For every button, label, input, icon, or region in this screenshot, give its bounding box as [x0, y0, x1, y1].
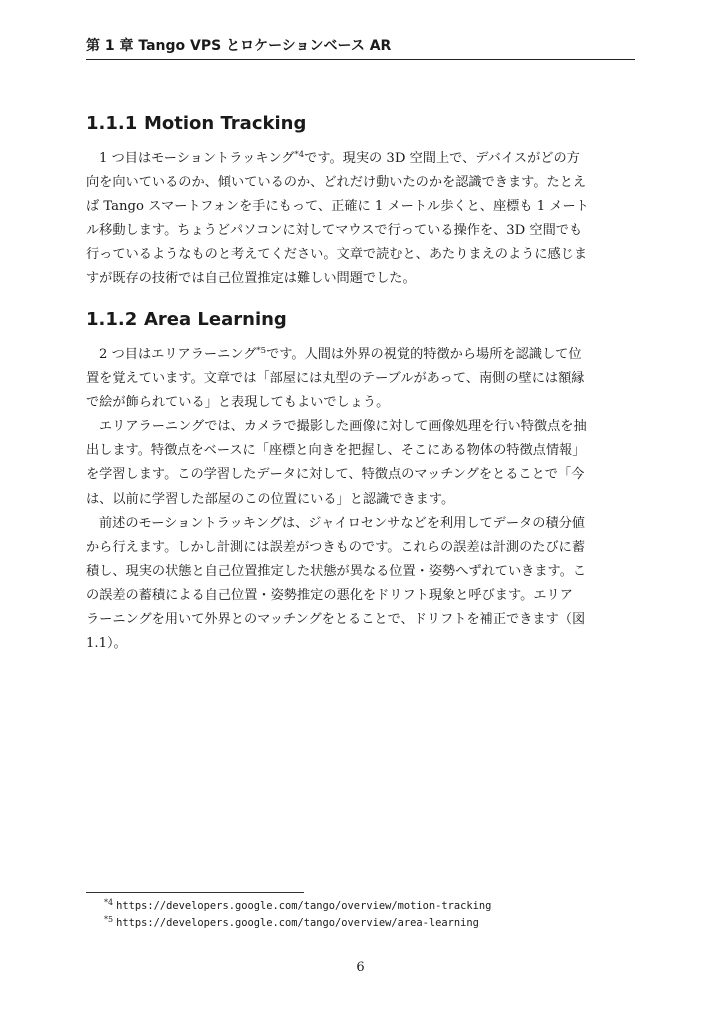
section-number: 1.1.1 — [86, 113, 138, 134]
paragraph — [86, 512, 640, 657]
text-run: です。人間は外界の視覚的特徴から場所を認識して位 — [266, 347, 582, 362]
text-line: 向を向いているのか、傾いているのか、どれだけ動いたのかを認識できます。たとえ — [86, 175, 587, 191]
footnote-ref-4[interactable]: *4 — [294, 150, 305, 160]
section-number: 1.1.2 — [86, 309, 138, 330]
footnote-link[interactable]: https://developers.google.com/tango/overview/area-learning — [116, 917, 479, 929]
text-line: 出します。特徴点をベースに「座標と向きを把握し、そこにある物体の特徴点情報」 — [86, 443, 586, 459]
text-line: ラーニングを用いて外界とのマッチングをとることで、ドリフトを補正できます（図 — [86, 612, 586, 628]
text-line — [86, 147, 640, 171]
footnotes — [104, 898, 491, 932]
footnote-4 — [104, 898, 491, 915]
text-line: 行っているようなものと考えてください。文章で読むと、あたりまえのように感じま — [86, 247, 588, 263]
section-heading-motion-tracking — [86, 113, 306, 135]
text-line: 前述のモーショントラッキングは、ジャイロセンサなどを利用してデータの積分値 — [99, 515, 585, 531]
text-line: の誤差の蓄積による自己位置・姿勢推定の悪化をドリフト現象と呼びます。エリア — [86, 587, 573, 603]
text-line: 1.1）。 — [86, 636, 127, 652]
text-run: 1 つ目はモーショントラッキング — [99, 151, 295, 166]
section-title-text: Area Learning — [144, 309, 287, 330]
section-heading-area-learning — [86, 309, 287, 331]
text-line: ば Tango スマートフォンを手にもって、正確に 1 メートル歩くと、座標も 1 メート — [86, 199, 589, 215]
text-line: エリアラーニングでは、カメラで撮影した画像に対して画像処理を行い特徴点を抽 — [99, 419, 587, 435]
footnote-divider — [86, 892, 304, 893]
paragraph — [86, 147, 640, 292]
text-line: ル移動します。ちょうどパソコンに対してマウスで行っている操作を、3D 空間でも — [86, 223, 583, 239]
text-line: で絵が飾られている」と表現してもよいでしょう。 — [86, 395, 390, 411]
text-line: すが既存の技術では自己位置推定は難しい問題でした。 — [86, 271, 416, 287]
text-line: から行えます。しかし計測には誤差がつきものです。これらの誤差は計測のたびに蓄 — [86, 539, 586, 555]
footnote-ref-5[interactable]: *5 — [256, 346, 267, 356]
text-run: 2 つ目はエリアラーニング — [99, 347, 257, 362]
page-number: 6 — [356, 960, 365, 975]
footnote-mark: *4 — [104, 898, 114, 907]
text-line: を学習します。この学習したデータに対して、特徴点のマッチングをとることで「今 — [86, 467, 585, 483]
section-body-motion-tracking — [86, 147, 640, 292]
footnote-link[interactable]: https://developers.google.com/tango/overview/motion-tracking — [116, 900, 492, 912]
section-title-text: Motion Tracking — [144, 113, 307, 134]
footnote-mark: *5 — [104, 915, 114, 924]
text-line: 積し、現実の状態と自己位置推定した状態が異なる位置・姿勢へずれていきます。こ — [86, 563, 587, 579]
section-body-area-learning — [86, 343, 640, 656]
paragraph — [86, 415, 640, 511]
text-line: 置を覚えています。文章では「部屋には丸型のテーブルがあって、南側の壁には額縁 — [86, 371, 585, 387]
text-run: です。現実の 3D 空間上で、デバイスがどの方 — [304, 151, 580, 166]
running-header: 第 1 章 Tango VPS とロケーションベース AR — [86, 36, 635, 60]
paragraph — [86, 343, 640, 415]
text-line — [86, 343, 640, 367]
footnote-5 — [104, 915, 491, 932]
text-line: は、以前に学習した部屋のこの位置にいる」と認識できます。 — [86, 491, 455, 507]
